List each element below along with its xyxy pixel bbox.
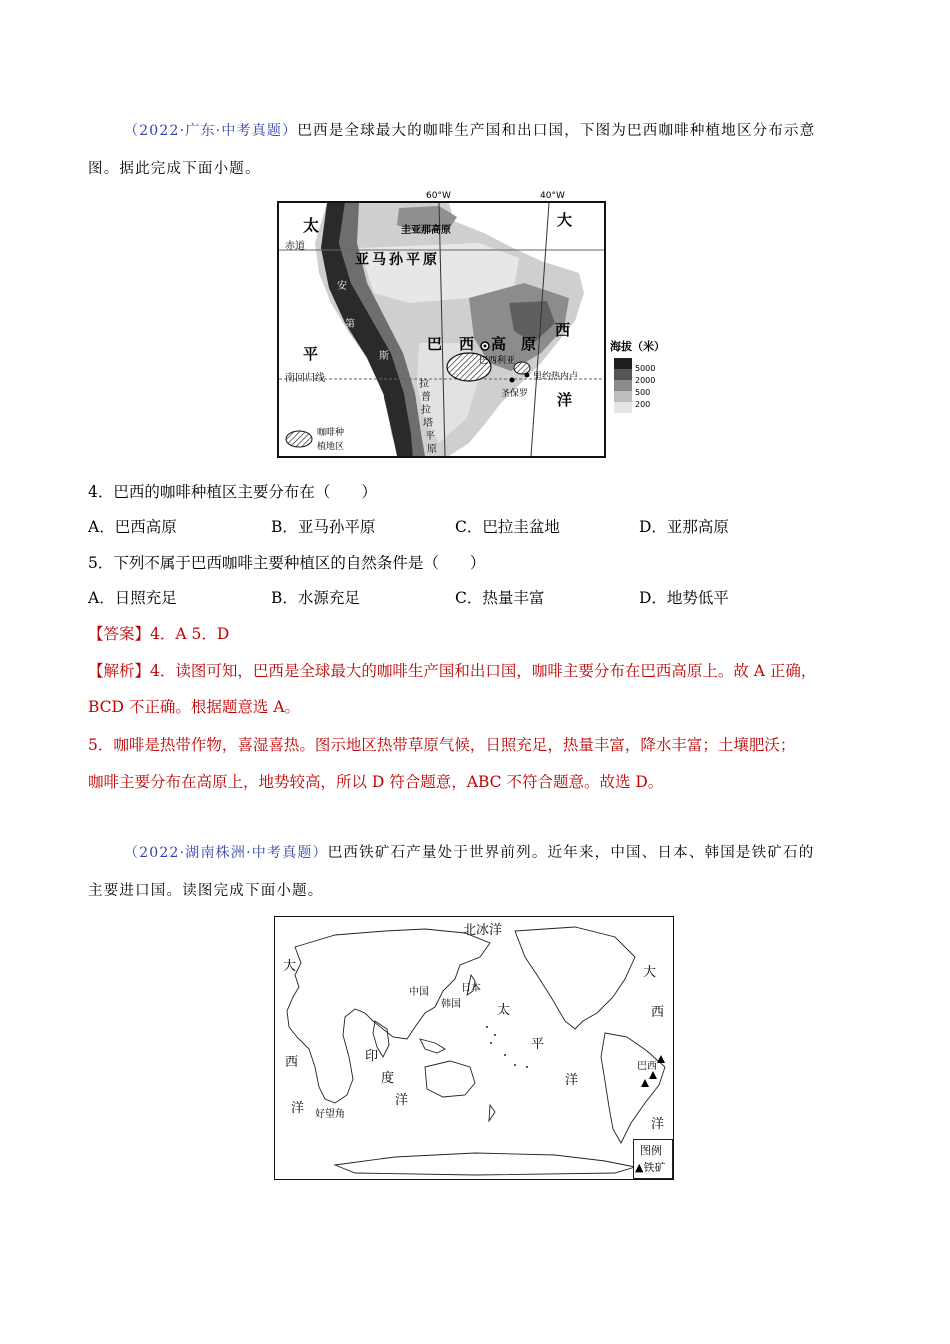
world-map bbox=[274, 916, 674, 1180]
label-xi: 西 bbox=[555, 321, 571, 339]
label-rio: 里约热内卢 bbox=[533, 372, 579, 382]
world-map-svg bbox=[275, 917, 673, 1179]
swatch-2000 bbox=[614, 369, 632, 380]
label-saopaulo: 圣保罗 bbox=[501, 389, 529, 399]
analysis-line3: 5．咖啡是热带作物，喜湿喜热。图示地区热带草原气候，日照充足，热量丰富，降水丰富；土壤肥沃； bbox=[88, 736, 796, 754]
elev-500: 500 bbox=[635, 388, 651, 397]
label-plateau-2: 西 bbox=[459, 335, 475, 353]
intro-2-text: 巴西铁矿石产量处于世界前列。近年来，中国、日本、韩国是铁矿石的 bbox=[327, 845, 815, 861]
label-andes-3: 斯 bbox=[379, 351, 389, 362]
elev-200: 200 bbox=[635, 400, 651, 409]
analysis-line4: 咖啡主要分布在高原上，地势较高，所以 D 符合题意，ABC 不符合题意。故选 D。 bbox=[88, 773, 664, 791]
q4-option-d: D．亚那高原 bbox=[639, 518, 729, 536]
intro-1-line1 bbox=[124, 119, 815, 140]
analysis-line2: BCD 不正确。根据题意选 A。 bbox=[88, 698, 301, 716]
label-brazil: 巴西 bbox=[637, 1061, 657, 1072]
label-pacific-2: 平 bbox=[531, 1037, 545, 1052]
q5-option-a: A．日照充足 bbox=[88, 589, 177, 607]
label-laplata-1: 拉 bbox=[419, 379, 429, 390]
label-japan: 日本 bbox=[461, 983, 481, 994]
label-guiana: 圭亚那高原 bbox=[401, 225, 451, 236]
rio-marker bbox=[525, 373, 530, 378]
analysis-line1: 【解析】4．读图可知，巴西是全球最大的咖啡生产国和出口国，咖啡主要分布在巴西高原上。故 A 正确， bbox=[88, 662, 817, 680]
label-atl-right-1: 大 bbox=[643, 965, 657, 980]
label-andes-5: 脉 bbox=[371, 438, 381, 449]
label-indian-1: 印 bbox=[365, 1049, 379, 1064]
label-brasilia: 巴西利亚 bbox=[479, 356, 516, 366]
q5-option-d: D．地势低平 bbox=[639, 589, 729, 607]
label-tai: 太 bbox=[303, 216, 320, 235]
q5-stem: 5．下列不属于巴西咖啡主要种植区的自然条件是（ ） bbox=[88, 554, 486, 572]
label-plateau-4: 原 bbox=[521, 335, 537, 353]
intro-1-text: 巴西是全球最大的咖啡生产国和出口国，下图为巴西咖啡种植地区分布示意 bbox=[297, 123, 816, 139]
label-atl-right-3: 洋 bbox=[651, 1117, 665, 1132]
label-ping: 平 bbox=[303, 345, 319, 363]
iron-legend-box bbox=[633, 1139, 673, 1179]
brazil-coffee-map bbox=[277, 201, 606, 458]
coffee-zone-east bbox=[514, 362, 530, 374]
label-cape: 好望角 bbox=[315, 1109, 345, 1120]
q5-option-c: C．热量丰富 bbox=[455, 589, 545, 607]
label-pacific-3: 洋 bbox=[565, 1073, 579, 1088]
saopaulo-marker bbox=[510, 378, 515, 383]
elevation-swatches bbox=[614, 358, 632, 413]
swatch-0 bbox=[614, 402, 632, 413]
lon-60w-label: 60°W bbox=[426, 191, 451, 201]
label-atl-left-3: 洋 bbox=[291, 1101, 305, 1116]
label-laplata-4: 塔 bbox=[423, 418, 433, 429]
label-laplata-2: 普 bbox=[421, 392, 431, 403]
label-tropic: 南回归线 bbox=[285, 373, 325, 384]
label-equator: 赤道 bbox=[285, 241, 305, 252]
q4-option-a: A．巴西高原 bbox=[88, 518, 177, 536]
capital-dot bbox=[484, 345, 487, 348]
elevation-legend-title: 海拔（米） bbox=[610, 340, 665, 353]
iron-legend-title: 图例 bbox=[640, 1144, 662, 1157]
q5-option-b: B．水源充足 bbox=[271, 589, 360, 607]
q4-stem: 4．巴西的咖啡种植区主要分布在（ ） bbox=[88, 483, 377, 501]
label-arctic: 北冰洋 bbox=[463, 923, 503, 938]
label-indian-3: 洋 bbox=[395, 1093, 409, 1108]
coffee-legend-line1: 咖啡种 bbox=[317, 428, 345, 438]
source-tag-2: （2022·湖南株洲·中考真题） bbox=[124, 845, 328, 861]
intro-2-line2: 主要进口国。读图完成下面小题。 bbox=[88, 883, 324, 899]
label-china: 中国 bbox=[409, 987, 429, 998]
label-atl-right-2: 西 bbox=[651, 1005, 665, 1020]
label-laplata-6: 原 bbox=[427, 444, 437, 455]
coffee-legend-glyph bbox=[286, 431, 312, 447]
q4-option-c: C．巴拉圭盆地 bbox=[455, 518, 560, 536]
label-amazon: 亚马孙平原 bbox=[355, 252, 440, 268]
label-yang: 洋 bbox=[557, 391, 573, 409]
elevation-legend bbox=[610, 338, 680, 418]
q4-option-b: B．亚马孙平原 bbox=[271, 518, 376, 536]
label-plateau-1: 巴 bbox=[427, 335, 443, 353]
source-tag-1: （2022·广东·中考真题） bbox=[124, 123, 298, 139]
coffee-legend-line2: 植地区 bbox=[317, 442, 345, 452]
label-plateau-3: 高 bbox=[491, 335, 507, 353]
label-da: 大 bbox=[557, 211, 573, 229]
label-andes-2: 第 bbox=[345, 319, 355, 330]
lon-40w-label: 40°W bbox=[540, 191, 565, 201]
label-atl-left-1: 大 bbox=[283, 959, 297, 974]
intro-1-line2: 图。据此完成下面小题。 bbox=[88, 161, 261, 177]
elev-5000: 5000 bbox=[635, 364, 656, 373]
elev-2000: 2000 bbox=[635, 376, 656, 385]
swatch-200 bbox=[614, 391, 632, 402]
label-pacific-1: 太 bbox=[497, 1003, 511, 1018]
label-laplata-3: 拉 bbox=[421, 405, 431, 416]
swatch-500 bbox=[614, 380, 632, 391]
label-korea: 韩国 bbox=[441, 999, 461, 1010]
label-indian-2: 度 bbox=[381, 1071, 395, 1086]
label-andes-4: 山 bbox=[375, 393, 385, 404]
iron-legend-item: ▲铁矿 bbox=[635, 1161, 666, 1174]
label-laplata-5: 平 bbox=[425, 431, 435, 442]
swatch-5000 bbox=[614, 358, 632, 369]
intro-2-line1 bbox=[124, 841, 814, 862]
answer-line: 【答案】4．A 5．D bbox=[88, 625, 230, 643]
label-atl-left-2: 西 bbox=[285, 1055, 299, 1070]
label-andes-1: 安 bbox=[337, 281, 347, 292]
